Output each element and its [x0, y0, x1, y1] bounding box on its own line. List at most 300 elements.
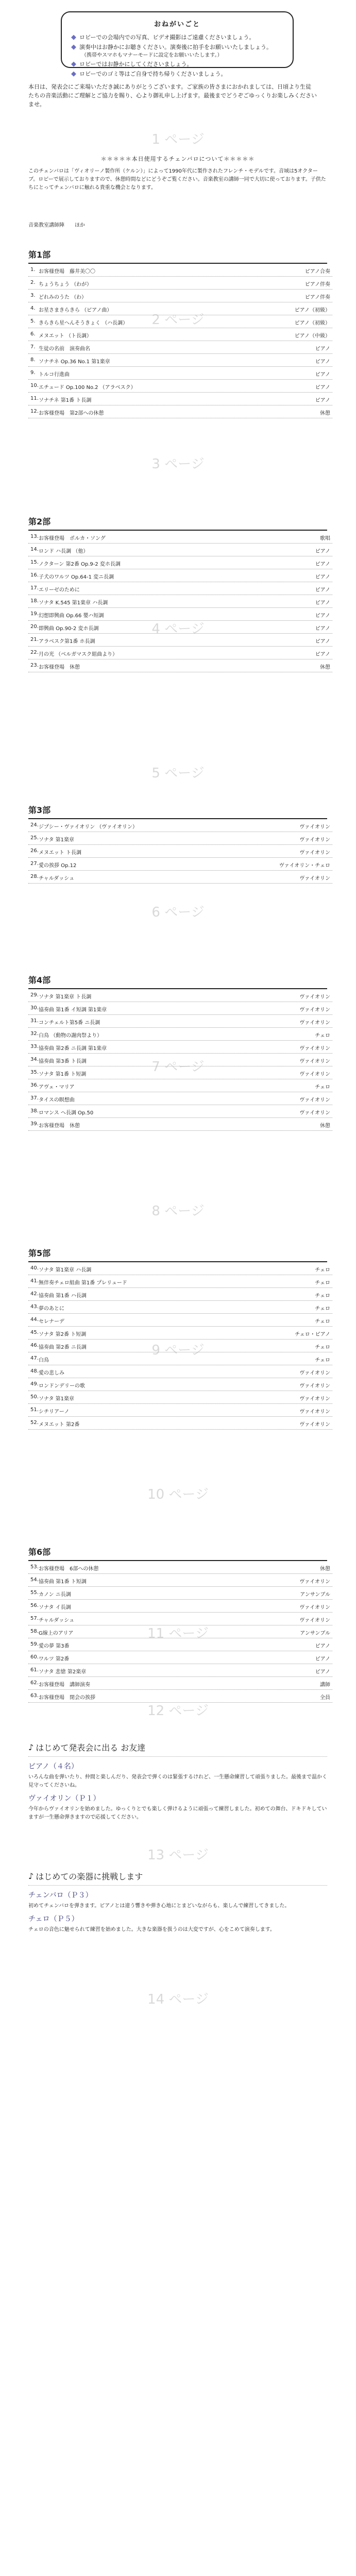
- new-instrument-section: [28, 1870, 327, 1934]
- notice-item: ◆ ロビーでのゴミ等はご自身で持ち帰りくださいましょう。: [71, 70, 227, 78]
- entry-number: 53.: [30, 1564, 39, 1570]
- entry-number: 25.: [30, 835, 39, 841]
- entry-title: ソナタ 第1楽章 ハ長調: [39, 1267, 92, 1273]
- entry-performer: ヴァイオリン: [299, 1046, 330, 1052]
- instrument-heading: チェロ（Ｐ５）: [28, 1915, 79, 1923]
- bullet-icon: ◆: [71, 70, 76, 78]
- entry-number: 12.: [30, 409, 39, 414]
- entry-number: 7.: [30, 344, 36, 350]
- entry-number: 43.: [30, 1304, 39, 1310]
- entry-performer: ピアノ: [315, 574, 330, 580]
- entry-number: 57.: [30, 1616, 39, 1621]
- entry-title: お客様登場 休憩: [39, 1123, 80, 1129]
- entry-title: コンチェルト第5番 ニ長調: [39, 1020, 100, 1026]
- entry-number: 14.: [30, 547, 39, 552]
- entry-performer: ヴァイオリン: [299, 1059, 330, 1064]
- entry-title: 白鳥 （動物の謝肉祭より）: [39, 1033, 103, 1039]
- program-entry: [28, 819, 332, 832]
- instrument-text: 初めてチェンバロを弾きます。ピアノとは違う響きや弾き心地にとまどいながらも、楽しんで練習してきました。: [28, 1903, 290, 1909]
- entry-performer: 休憩: [320, 1123, 330, 1129]
- entry-title: ソナチネ Op.36 No.1 第1楽章: [39, 359, 110, 365]
- entry-number: 61.: [30, 1667, 39, 1673]
- program-entry: [28, 302, 332, 315]
- part-title: 第1部: [28, 248, 327, 264]
- program-entry: [28, 531, 332, 544]
- entry-number: 51.: [30, 1407, 39, 1413]
- entry-number: 52.: [30, 1420, 39, 1426]
- program-entry: [28, 1314, 332, 1327]
- instrument-heading: ヴァイオリン（Ｐ１）: [28, 1794, 100, 1803]
- program-entry: [28, 1275, 332, 1288]
- entry-number: 47.: [30, 1355, 39, 1361]
- part-title: 第2部: [28, 515, 327, 531]
- notice-note: （携帯やスマホもマナーモードに設定をお願いいたします。）: [81, 53, 223, 58]
- entries-part-6: [28, 1561, 332, 1703]
- program-entry: [28, 595, 332, 608]
- entry-title: カノン ニ長調: [39, 1592, 71, 1598]
- entry-title: 愛の夢 第3番: [39, 1643, 70, 1649]
- program-entry: [28, 621, 332, 634]
- entry-performer: ピアノ: [315, 549, 330, 554]
- entry-title: お客様登場 ポルカ・ソング: [39, 536, 106, 541]
- entry-performer: ヴァイオリン: [299, 1605, 330, 1611]
- entry-performer: チェロ: [315, 1084, 330, 1090]
- program-entry: [28, 354, 332, 367]
- entry-title: ジプシー・ヴァイオリン （ヴァイオリン）: [39, 824, 138, 830]
- entry-number: 5.: [30, 318, 36, 324]
- entry-number: 34.: [30, 1057, 39, 1062]
- program-entry: [28, 1600, 332, 1613]
- entry-number: 30.: [30, 1005, 39, 1011]
- entry-number: 1.: [30, 267, 36, 273]
- entry-number: 42.: [30, 1291, 39, 1297]
- entry-performer: ヴァイオリン: [299, 1007, 330, 1013]
- program-entry: [28, 277, 332, 290]
- entry-performer: ヴァイオリン: [299, 1370, 330, 1376]
- program-entry: [28, 1079, 332, 1092]
- entry-number: 26.: [30, 848, 39, 854]
- entry-title: チャルダッシュ: [39, 876, 75, 882]
- entry-performer: ピアノ（初級）: [294, 320, 330, 326]
- entry-number: 10.: [30, 383, 39, 388]
- entry-number: 6.: [30, 331, 36, 337]
- entry-performer: ヴァイオリン: [299, 1618, 330, 1623]
- entry-number: 40.: [30, 1265, 39, 1271]
- entry-number: 50.: [30, 1394, 39, 1400]
- program-entry: [28, 315, 332, 328]
- program-entry: [28, 1417, 332, 1430]
- entry-performer: ヴァイオリン: [299, 994, 330, 1000]
- entry-number: 27.: [30, 861, 39, 867]
- entry-title: 無伴奏チェロ組曲 第1番 プレリュード: [39, 1280, 127, 1286]
- entry-performer: ピアノ合奏: [304, 269, 330, 275]
- entry-title: ソナタ 第1楽章: [39, 837, 75, 843]
- entry-number: 33.: [30, 1044, 39, 1049]
- intro-text: 本日は、発表会にご来場いただき誠にありがとうございます。ご家族の皆さまにおかれましては、日頃より生徒たちの音楽活動にご理解とご協力を賜り、心より御礼申し上げます。最後までどうぞごゆっくりお楽しみくださいませ。: [28, 83, 317, 108]
- entry-performer: ヴァイオリン: [299, 1110, 330, 1116]
- entry-number: 46.: [30, 1343, 39, 1348]
- page-label: 12 ページ: [147, 1703, 209, 1719]
- entry-title: ロンドンデリーの歌: [39, 1383, 85, 1389]
- notice-item: ◆ 演奏中はお静かにお聴きください。演奏後に拍手をお願いいたしましょう。: [71, 43, 272, 51]
- entry-performer: ヴァイオリン: [299, 824, 330, 830]
- program-entry: [28, 264, 332, 277]
- entry-title: お客様登場 閉会の挨拶: [39, 1695, 95, 1701]
- program-entry: [28, 544, 332, 556]
- program-entry: [28, 393, 332, 405]
- entry-number: 62.: [30, 1680, 39, 1686]
- page-label: 4 ページ: [151, 621, 205, 637]
- page-label: 8 ページ: [151, 1204, 205, 1219]
- entry-performer: ピアノ: [315, 1669, 330, 1675]
- first-recital-section: [28, 1741, 327, 1822]
- entry-performer: ヴァイオリン: [299, 837, 330, 843]
- program-entry: [28, 647, 332, 659]
- entry-number: 8.: [30, 357, 36, 363]
- program-entry: [28, 1262, 332, 1275]
- entry-performer: アンサンブル: [300, 1631, 330, 1636]
- entry-performer: アンサンブル: [300, 1592, 330, 1598]
- instrument-text: いろんな曲を弾いたり、仲間と楽しんだり、発表会で弾くのは緊張するけれど、一生懸命練習して頑張りました。最後まで温かく見守ってくださいね。: [28, 1774, 327, 1788]
- entry-number: 23.: [30, 663, 39, 668]
- entry-title: 協奏曲 第1番 イ短調 第1楽章: [39, 1007, 107, 1013]
- program-entry: [28, 328, 332, 341]
- entry-title: お客様登場 6部への休憩: [39, 1566, 99, 1572]
- entry-title: 生徒の名前 演奏曲名: [39, 346, 90, 352]
- entry-number: 38.: [30, 1108, 39, 1114]
- entry-title: お客様登場 講師演奏: [39, 1682, 90, 1688]
- entry-title: ロマンス ヘ長調 Op.50: [39, 1110, 94, 1116]
- entry-title: ソナチネ 第1番 ト長調: [39, 398, 92, 403]
- bullet-icon: ◆: [71, 33, 76, 41]
- entry-number: 55.: [30, 1590, 39, 1596]
- entry-title: ロンド ハ長調 （他）: [39, 549, 89, 554]
- entry-title: ソナタ 第1番 ト短調: [39, 1072, 87, 1077]
- program-entry: [28, 1340, 332, 1352]
- program-entry: [28, 989, 332, 1002]
- entry-performer: ヴァイオリン: [299, 850, 330, 856]
- entry-title: アラベスク第1番 ホ長調: [39, 639, 95, 645]
- entry-number: 35.: [30, 1070, 39, 1075]
- program-entry: [28, 871, 332, 884]
- program-entry: [28, 1118, 332, 1131]
- program-entry: [28, 556, 332, 569]
- program-entry: [28, 367, 332, 380]
- program-entry: [28, 1066, 332, 1079]
- program-entry: [28, 1613, 332, 1625]
- part-title: 第6部: [28, 1546, 327, 1561]
- entry-performer: ヴァイオリン: [299, 876, 330, 882]
- program-entry: [28, 1288, 332, 1301]
- entry-performer: ヴァイオリン: [299, 1579, 330, 1585]
- program-entry: [28, 858, 332, 871]
- entry-title: 幻想即興曲 Op.66 嬰ハ短調: [39, 613, 104, 619]
- entry-title: 協奏曲 第2番 ニ長調 第1楽章: [39, 1046, 107, 1052]
- page-label: 11 ページ: [147, 1626, 209, 1641]
- entries-part-1: [28, 264, 332, 418]
- part-title: 第3部: [28, 804, 327, 819]
- program-heading: ＊＊＊＊＊本日使用するチェンバロについて＊＊＊＊＊: [100, 156, 255, 162]
- section-mark-icon: ♪: [28, 1871, 34, 1881]
- entry-performer: ピアノ: [315, 346, 330, 352]
- entry-performer: ヴァイオリン・チェロ: [279, 863, 330, 869]
- entry-title: 夢のあとに: [39, 1306, 64, 1312]
- entry-performer: チェロ: [315, 1293, 330, 1299]
- notice-item: ◆ ロビーでの会場内での写真、ビデオ撮影はご遠慮くださいましょう。: [71, 33, 255, 41]
- entry-number: 49.: [30, 1381, 39, 1387]
- entry-title: エチュード Op.100 No.2 （アラベスク）: [39, 385, 136, 391]
- entry-title: お客様登場 休憩: [39, 665, 80, 670]
- notice-item: ◆ ロビーではお静かにしてくださいましょう。: [71, 60, 193, 68]
- program-entry: [28, 1664, 332, 1677]
- entry-number: 41.: [30, 1278, 39, 1284]
- page-label: 7 ページ: [151, 1059, 205, 1075]
- program-entry: [28, 1690, 332, 1703]
- program-entry: [28, 1574, 332, 1587]
- entry-number: 17.: [30, 585, 39, 591]
- entry-performer: ピアノ: [315, 639, 330, 645]
- entry-title: ワルツ 第2番: [39, 1656, 70, 1662]
- entry-performer: チェロ: [315, 1306, 330, 1312]
- program-entry: [28, 608, 332, 621]
- entry-title: 愛の挨拶 Op.12: [39, 863, 77, 869]
- entries-part-2: [28, 531, 332, 672]
- entry-performer: ピアノ: [315, 562, 330, 567]
- entry-performer: ピアノ: [315, 600, 330, 606]
- entry-number: 11.: [30, 396, 39, 401]
- entry-number: 22.: [30, 650, 39, 655]
- entry-performer: ヴァイオリン: [299, 1097, 330, 1103]
- entry-performer: ピアノ: [315, 372, 330, 378]
- instrument-heading: ピアノ（４名）: [28, 1762, 78, 1771]
- entry-title: チャルダッシュ: [39, 1618, 75, 1623]
- entry-number: 20.: [30, 624, 39, 630]
- notice-box: [61, 11, 294, 78]
- page-label: 13 ページ: [147, 1848, 209, 1863]
- entry-title: シチリアーノ: [39, 1409, 70, 1415]
- program-entry: [28, 341, 332, 354]
- entry-title: 協奏曲 第1番 ハ長調: [39, 1293, 87, 1299]
- entry-number: 9.: [30, 370, 36, 376]
- entry-title: きらきら星へんそうきょく （ハ長調）: [39, 320, 128, 326]
- entry-number: 45.: [30, 1330, 39, 1335]
- entry-performer: ヴァイオリン: [299, 1409, 330, 1415]
- entry-number: 36.: [30, 1082, 39, 1088]
- entry-performer: ピアノ（初級）: [294, 308, 330, 313]
- program-entry: [28, 380, 332, 393]
- entry-title: ソナタ イ長調: [39, 1605, 71, 1611]
- page-label: 5 ページ: [151, 766, 205, 781]
- page-label: 6 ページ: [151, 905, 205, 920]
- entry-number: 58.: [30, 1629, 39, 1634]
- entry-performer: 歌唱: [320, 536, 330, 541]
- entry-number: 54.: [30, 1577, 39, 1583]
- entry-performer: 全員: [320, 1695, 330, 1701]
- page-label: 9 ページ: [151, 1343, 205, 1358]
- entry-performer: ピアノ: [315, 359, 330, 365]
- entry-title: トルコ行進曲: [39, 372, 70, 378]
- entries-part-3: [28, 819, 332, 884]
- entry-performer: チェロ: [315, 1358, 330, 1363]
- entry-performer: ピアノ伴奏: [304, 295, 330, 300]
- entry-title: 月の光 （ベルガマスク組曲より）: [39, 652, 118, 657]
- entry-number: 13.: [30, 534, 39, 539]
- entry-number: 24.: [30, 822, 39, 828]
- entries-part-4: [28, 989, 332, 1131]
- entry-title: どれみのうた （わ）: [39, 295, 87, 300]
- entry-performer: ピアノ: [315, 626, 330, 632]
- entry-number: 21.: [30, 637, 39, 642]
- entry-performer: ピアノ: [315, 613, 330, 619]
- entry-title: 協奏曲 第2番 ニ長調: [39, 1345, 87, 1350]
- entry-title: お客様登場 第2部への休憩: [39, 411, 104, 416]
- entry-performer: 休憩: [320, 411, 330, 416]
- entry-number: 56.: [30, 1603, 39, 1608]
- entry-performer: チェロ・ピアノ: [295, 1332, 330, 1337]
- entry-number: 4.: [30, 306, 36, 311]
- instrument-heading: チェンバロ（Ｐ３）: [28, 1891, 93, 1900]
- entry-title: メヌエット 第2番: [39, 1422, 80, 1428]
- entry-performer: ピアノ（中級）: [294, 333, 330, 339]
- entry-number: 3.: [30, 293, 36, 298]
- entry-performer: ピアノ: [315, 385, 330, 391]
- entry-title: ソナタ 悲愴 第2楽章: [39, 1669, 87, 1675]
- entry-number: 2.: [30, 280, 36, 285]
- entry-performer: ピアノ: [315, 652, 330, 657]
- entry-number: 48.: [30, 1368, 39, 1374]
- entry-number: 60.: [30, 1654, 39, 1660]
- entry-number: 16.: [30, 572, 39, 578]
- entry-performer: チェロ: [315, 1345, 330, 1350]
- entry-title: 協奏曲 第1番 ト短調: [39, 1579, 87, 1585]
- bullet-icon: ◆: [71, 43, 76, 51]
- program-entry: [28, 1677, 332, 1690]
- program-entry: [28, 569, 332, 582]
- entry-performer: チェロ: [315, 1267, 330, 1273]
- entry-number: 19.: [30, 611, 39, 617]
- entry-performer: チェロ: [315, 1033, 330, 1039]
- entry-title: ソナタ 第1楽章 ト長調: [39, 994, 92, 1000]
- entry-performer: ピアノ伴奏: [304, 282, 330, 287]
- program-entry: [28, 1301, 332, 1314]
- page-label: 1 ページ: [151, 132, 205, 147]
- entry-number: 28.: [30, 874, 39, 879]
- entry-title: 即興曲 Op.90-2 変ホ長調: [39, 626, 99, 632]
- entries-part-5: [28, 1262, 332, 1430]
- entry-performer: チェロ: [315, 1319, 330, 1325]
- entry-number: 15.: [30, 560, 39, 565]
- part-title: 第4部: [28, 974, 327, 989]
- program-entry: [28, 1054, 332, 1066]
- program-entry: [28, 1638, 332, 1651]
- entry-title: 白鳥: [39, 1358, 49, 1363]
- entry-title: 協奏曲 第3番 ト長調: [39, 1059, 87, 1064]
- entry-title: ちょうちょう （わが）: [39, 282, 92, 287]
- entry-title: 子犬のワルツ Op.64-1 変ニ長調: [39, 574, 114, 580]
- entry-performer: ピアノ: [315, 398, 330, 403]
- page-label: 3 ページ: [151, 456, 205, 472]
- section-title: はじめて発表会に出る お友達: [36, 1743, 146, 1753]
- entry-performer: チェロ: [315, 1280, 330, 1286]
- section-title: はじめての楽器に挑戦します: [36, 1872, 143, 1882]
- program-entry: [28, 1625, 332, 1638]
- program-entry: [28, 1015, 332, 1028]
- entry-title: ソナタ 第2番 ト短調: [39, 1332, 87, 1337]
- program-entry: [28, 1365, 332, 1378]
- page-label: 10 ページ: [147, 1487, 209, 1502]
- section-mark-icon: ♪: [28, 1742, 34, 1752]
- notice-title: おねがいごと: [154, 21, 200, 28]
- entry-performer: ピアノ: [315, 1656, 330, 1662]
- program-entry: [28, 1378, 332, 1391]
- entry-number: 32.: [30, 1031, 39, 1037]
- entry-title: お星さまきらきら （ピアノ曲）: [39, 308, 112, 313]
- program-entry: [28, 1561, 332, 1574]
- entry-title: ソナタ K.545 第1楽章 ハ長調: [39, 600, 108, 606]
- program-entry: [28, 290, 332, 302]
- program-description: このチェンバロは「ヴィオリーノ製作所（ケルン）」によって1990年代に製作されたフレンチ・モデルです。音域は5オクターブ。ロビーで展示しておりますので、休憩時間などにどうぞご覧ください。音楽教室の講師一同で大切に使っております。子供たちにとってチェンバロに触れる貴重な機会となります。: [28, 168, 326, 191]
- part-title: 第5部: [28, 1247, 327, 1262]
- program-entry: [28, 1105, 332, 1118]
- entry-number: 63.: [30, 1693, 39, 1699]
- program-entry: [28, 405, 332, 418]
- entry-performer: ヴァイオリン: [299, 1020, 330, 1026]
- entry-performer: ヴァイオリン: [299, 1383, 330, 1389]
- entry-title: アヴェ・マリア: [39, 1084, 75, 1090]
- entry-number: 37.: [30, 1095, 39, 1101]
- entry-title: 愛の悲しみ: [39, 1370, 64, 1376]
- entry-performer: ヴァイオリン: [299, 1422, 330, 1428]
- program-entry: [28, 1587, 332, 1600]
- entry-performer: 休憩: [320, 1566, 330, 1572]
- program-entry: [28, 582, 332, 595]
- entry-performer: ピアノ: [315, 1643, 330, 1649]
- entry-number: 59.: [30, 1641, 39, 1647]
- program-entry: [28, 659, 332, 672]
- entry-number: 29.: [30, 992, 39, 998]
- page-label: 2 ページ: [151, 312, 205, 328]
- entry-title: セレナーデ: [39, 1319, 64, 1325]
- bullet-icon: ◆: [71, 60, 76, 68]
- entry-number: 31.: [30, 1018, 39, 1024]
- program-entry: [28, 1327, 332, 1340]
- program-entry: [28, 1041, 332, 1054]
- entry-number: 18.: [30, 598, 39, 604]
- entry-title: エリーゼのために: [39, 587, 80, 593]
- entry-performer: 講師: [320, 1682, 330, 1688]
- entry-performer: 休憩: [320, 665, 330, 670]
- program-entry: [28, 1651, 332, 1664]
- entry-title: タイスの瞑想曲: [39, 1097, 75, 1103]
- entry-title: ノクターン 第2番 Op.9-2 変ホ長調: [39, 562, 121, 567]
- instrument-text: 今年からヴァイオリンを始めました。ゆっくりとでも楽しく弾けるように頑張って練習しました。初めての舞台、ドキドキしていますが一生懸命弾きますので応援してください。: [28, 1806, 327, 1820]
- entry-number: 44.: [30, 1317, 39, 1323]
- program-entry: [28, 1404, 332, 1417]
- program-entry: [28, 1092, 332, 1105]
- entry-title: G線上のアリア: [39, 1631, 74, 1636]
- instrument-text: チェロの音色に魅せられて練習を始めました。大きな楽器を扱うのは大変ですが、心をこめて演奏します。: [28, 1927, 275, 1933]
- entry-performer: ヴァイオリン: [299, 1072, 330, 1077]
- entry-performer: ヴァイオリン: [299, 1396, 330, 1402]
- program-entry: [28, 1028, 332, 1041]
- entry-title: メヌエット （ト長調）: [39, 333, 92, 339]
- entry-number: 39.: [30, 1121, 39, 1127]
- entry-title: お客様登場 藤井美〇〇: [39, 269, 147, 275]
- organizer: 音楽教室講師陣 ほか: [28, 223, 85, 228]
- program-entry: [28, 845, 332, 858]
- program-entry: [28, 634, 332, 647]
- program-entry: [28, 1002, 332, 1015]
